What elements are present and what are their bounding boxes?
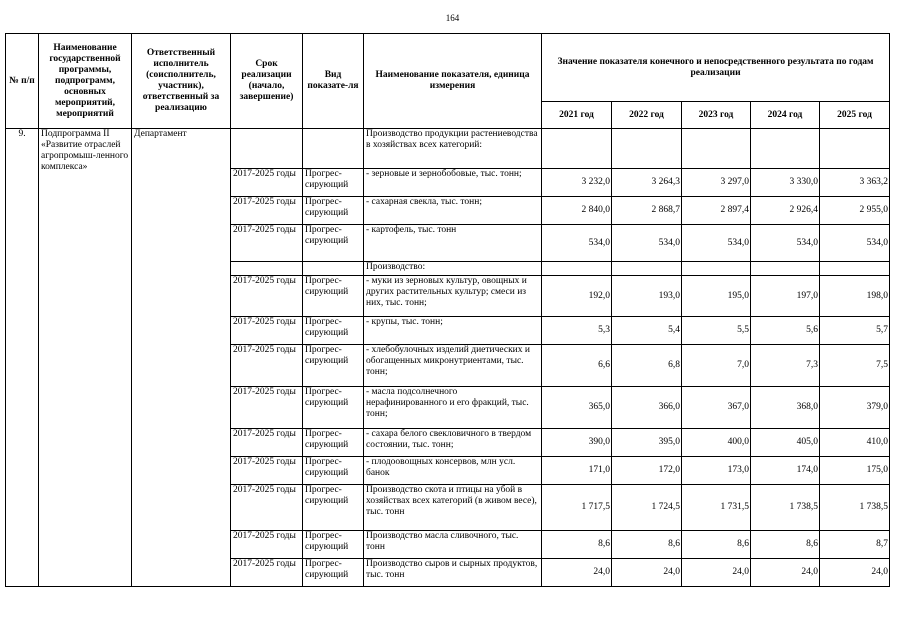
value-cell: 534,0 bbox=[682, 225, 751, 262]
value-cell: 1 738,5 bbox=[751, 485, 820, 531]
value-cell: 8,6 bbox=[751, 531, 820, 559]
value-cell: 5,7 bbox=[820, 317, 890, 345]
value-cell: 368,0 bbox=[751, 387, 820, 429]
value-cell bbox=[612, 129, 682, 169]
value-cell: 3 264,3 bbox=[612, 169, 682, 197]
value-cell: 534,0 bbox=[751, 225, 820, 262]
period-cell: 2017-2025 годы bbox=[231, 276, 303, 317]
period-cell: 2017-2025 годы bbox=[231, 457, 303, 485]
indicator-name-cell: - масла подсолнечного нерафинированного и его фракций, тыс. тонн; bbox=[364, 387, 542, 429]
value-cell: 1 731,5 bbox=[682, 485, 751, 531]
value-cell: 5,5 bbox=[682, 317, 751, 345]
indicator-type-cell: Прогрес-сирующий bbox=[303, 197, 364, 225]
value-cell: 390,0 bbox=[542, 429, 612, 457]
indicator-type-cell: Прогрес-сирующий bbox=[303, 345, 364, 387]
value-cell: 24,0 bbox=[542, 559, 612, 587]
indicator-type-cell: Прогрес-сирующий bbox=[303, 317, 364, 345]
header-executor: Ответственный исполнитель (соисполнитель, участник), ответственный за реализацию bbox=[132, 34, 231, 129]
value-cell: 3 330,0 bbox=[751, 169, 820, 197]
header-year: 2023 год bbox=[682, 102, 751, 129]
value-cell: 367,0 bbox=[682, 387, 751, 429]
indicator-name-cell: Производство продукции растениеводства в хозяйствах всех категорий: bbox=[364, 129, 542, 169]
value-cell: 405,0 bbox=[751, 429, 820, 457]
value-cell bbox=[542, 129, 612, 169]
indicator-name-cell: Производство сыров и сырных продуктов, тыс. тонн bbox=[364, 559, 542, 587]
executor: Департамент bbox=[132, 129, 231, 587]
indicator-type-cell bbox=[303, 129, 364, 169]
period-cell: 2017-2025 годы bbox=[231, 197, 303, 225]
value-cell: 1 717,5 bbox=[542, 485, 612, 531]
value-cell: 6,6 bbox=[542, 345, 612, 387]
value-cell: 534,0 bbox=[612, 225, 682, 262]
indicator-type-cell: Прогрес-сирующий bbox=[303, 429, 364, 457]
value-cell: 8,6 bbox=[682, 531, 751, 559]
value-cell: 24,0 bbox=[820, 559, 890, 587]
header-values: Значение показателя конечного и непосредственного результата по годам реализации bbox=[542, 34, 890, 102]
value-cell: 24,0 bbox=[751, 559, 820, 587]
indicator-type-cell: Прогрес-сирующий bbox=[303, 225, 364, 262]
value-cell: 198,0 bbox=[820, 276, 890, 317]
period-cell: 2017-2025 годы bbox=[231, 345, 303, 387]
value-cell: 365,0 bbox=[542, 387, 612, 429]
indicator-name-cell: - плодоовощных консервов, млн усл. банок bbox=[364, 457, 542, 485]
header-indicator: Наименование показателя, единица измерения bbox=[364, 34, 542, 129]
value-cell: 6,8 bbox=[612, 345, 682, 387]
value-cell: 366,0 bbox=[612, 387, 682, 429]
value-cell: 197,0 bbox=[751, 276, 820, 317]
period-cell: 2017-2025 годы bbox=[231, 169, 303, 197]
indicator-name-cell: - сахара белого свекловичного в твердом состоянии, тыс. тонн; bbox=[364, 429, 542, 457]
value-cell: 1 738,5 bbox=[820, 485, 890, 531]
indicator-name-cell: - картофель, тыс. тонн bbox=[364, 225, 542, 262]
value-cell: 3 232,0 bbox=[542, 169, 612, 197]
table-row bbox=[6, 129, 890, 169]
value-cell: 195,0 bbox=[682, 276, 751, 317]
period-cell: 2017-2025 годы bbox=[231, 429, 303, 457]
period-cell: 2017-2025 годы bbox=[231, 559, 303, 587]
value-cell: 2 840,0 bbox=[542, 197, 612, 225]
header-year: 2024 год bbox=[751, 102, 820, 129]
indicator-type-cell: Прогрес-сирующий bbox=[303, 169, 364, 197]
value-cell: 395,0 bbox=[612, 429, 682, 457]
header-year: 2022 год bbox=[612, 102, 682, 129]
value-cell: 2 897,4 bbox=[682, 197, 751, 225]
value-cell bbox=[682, 129, 751, 169]
value-cell: 534,0 bbox=[542, 225, 612, 262]
value-cell: 7,3 bbox=[751, 345, 820, 387]
indicator-name-cell: - хлебобулочных изделий диетических и обогащенных микронутриентами, тыс. тонн; bbox=[364, 345, 542, 387]
value-cell bbox=[820, 262, 890, 276]
indicator-type-cell: Прогрес-сирующий bbox=[303, 387, 364, 429]
program-name: Подпрограмма II «Развитие отраслей агропромыш-ленного комплекса» bbox=[39, 129, 132, 587]
page-number: 164 bbox=[445, 13, 460, 23]
value-cell: 171,0 bbox=[542, 457, 612, 485]
indicator-name-cell: Производство масла сливочного, тыс. тонн bbox=[364, 531, 542, 559]
value-cell bbox=[751, 129, 820, 169]
value-cell: 534,0 bbox=[820, 225, 890, 262]
indicator-name-cell: - муки из зерновых культур, овощных и других растительных культур; смеси из них, тыс. тонн; bbox=[364, 276, 542, 317]
header-type: Вид показате-ля bbox=[303, 34, 364, 129]
value-cell bbox=[820, 129, 890, 169]
value-cell bbox=[542, 262, 612, 276]
value-cell: 3 363,2 bbox=[820, 169, 890, 197]
value-cell: 5,6 bbox=[751, 317, 820, 345]
indicator-name-cell: - сахарная свекла, тыс. тонн; bbox=[364, 197, 542, 225]
value-cell: 8,7 bbox=[820, 531, 890, 559]
value-cell: 5,3 bbox=[542, 317, 612, 345]
period-cell: 2017-2025 годы bbox=[231, 225, 303, 262]
header-period: Срок реализации (начало, завершение) bbox=[231, 34, 303, 129]
value-cell: 24,0 bbox=[682, 559, 751, 587]
header-year: 2021 год bbox=[542, 102, 612, 129]
value-cell: 1 724,5 bbox=[612, 485, 682, 531]
value-cell: 379,0 bbox=[820, 387, 890, 429]
value-cell: 172,0 bbox=[612, 457, 682, 485]
indicator-name-cell: Производство скота и птицы на убой в хозяйствах всех категорий (в живом весе), тыс. тонн bbox=[364, 485, 542, 531]
indicator-name-cell: - зерновые и зернобобовые, тыс. тонн; bbox=[364, 169, 542, 197]
value-cell: 3 297,0 bbox=[682, 169, 751, 197]
value-cell: 2 926,4 bbox=[751, 197, 820, 225]
indicator-type-cell: Прогрес-сирующий bbox=[303, 457, 364, 485]
indicator-type-cell: Прогрес-сирующий bbox=[303, 531, 364, 559]
value-cell: 7,5 bbox=[820, 345, 890, 387]
value-cell: 8,6 bbox=[542, 531, 612, 559]
value-cell: 193,0 bbox=[612, 276, 682, 317]
value-cell: 7,0 bbox=[682, 345, 751, 387]
value-cell: 410,0 bbox=[820, 429, 890, 457]
indicator-name-cell: Производство: bbox=[364, 262, 542, 276]
period-cell: 2017-2025 годы bbox=[231, 531, 303, 559]
value-cell: 174,0 bbox=[751, 457, 820, 485]
value-cell: 175,0 bbox=[820, 457, 890, 485]
indicator-type-cell: Прогрес-сирующий bbox=[303, 485, 364, 531]
value-cell: 24,0 bbox=[612, 559, 682, 587]
value-cell: 192,0 bbox=[542, 276, 612, 317]
period-cell bbox=[231, 262, 303, 276]
value-cell: 2 955,0 bbox=[820, 197, 890, 225]
value-cell bbox=[751, 262, 820, 276]
value-cell: 2 868,7 bbox=[612, 197, 682, 225]
indicator-name-cell: - крупы, тыс. тонн; bbox=[364, 317, 542, 345]
value-cell bbox=[612, 262, 682, 276]
indicator-type-cell: Прогрес-сирующий bbox=[303, 276, 364, 317]
period-cell: 2017-2025 годы bbox=[231, 317, 303, 345]
period-cell bbox=[231, 129, 303, 169]
indicator-type-cell: Прогрес-сирующий bbox=[303, 559, 364, 587]
value-cell: 8,6 bbox=[612, 531, 682, 559]
value-cell: 173,0 bbox=[682, 457, 751, 485]
period-cell: 2017-2025 годы bbox=[231, 485, 303, 531]
value-cell: 400,0 bbox=[682, 429, 751, 457]
indicator-type-cell bbox=[303, 262, 364, 276]
value-cell: 5,4 bbox=[612, 317, 682, 345]
period-cell: 2017-2025 годы bbox=[231, 387, 303, 429]
header-name: Наименование государственной программы, подпрограмм, основных мероприятий, мероприятий bbox=[39, 34, 132, 129]
header-no: № п/п bbox=[6, 34, 39, 129]
row-number: 9. bbox=[6, 129, 39, 587]
value-cell bbox=[682, 262, 751, 276]
header-year: 2025 год bbox=[820, 102, 890, 129]
indicators-table bbox=[5, 33, 890, 587]
